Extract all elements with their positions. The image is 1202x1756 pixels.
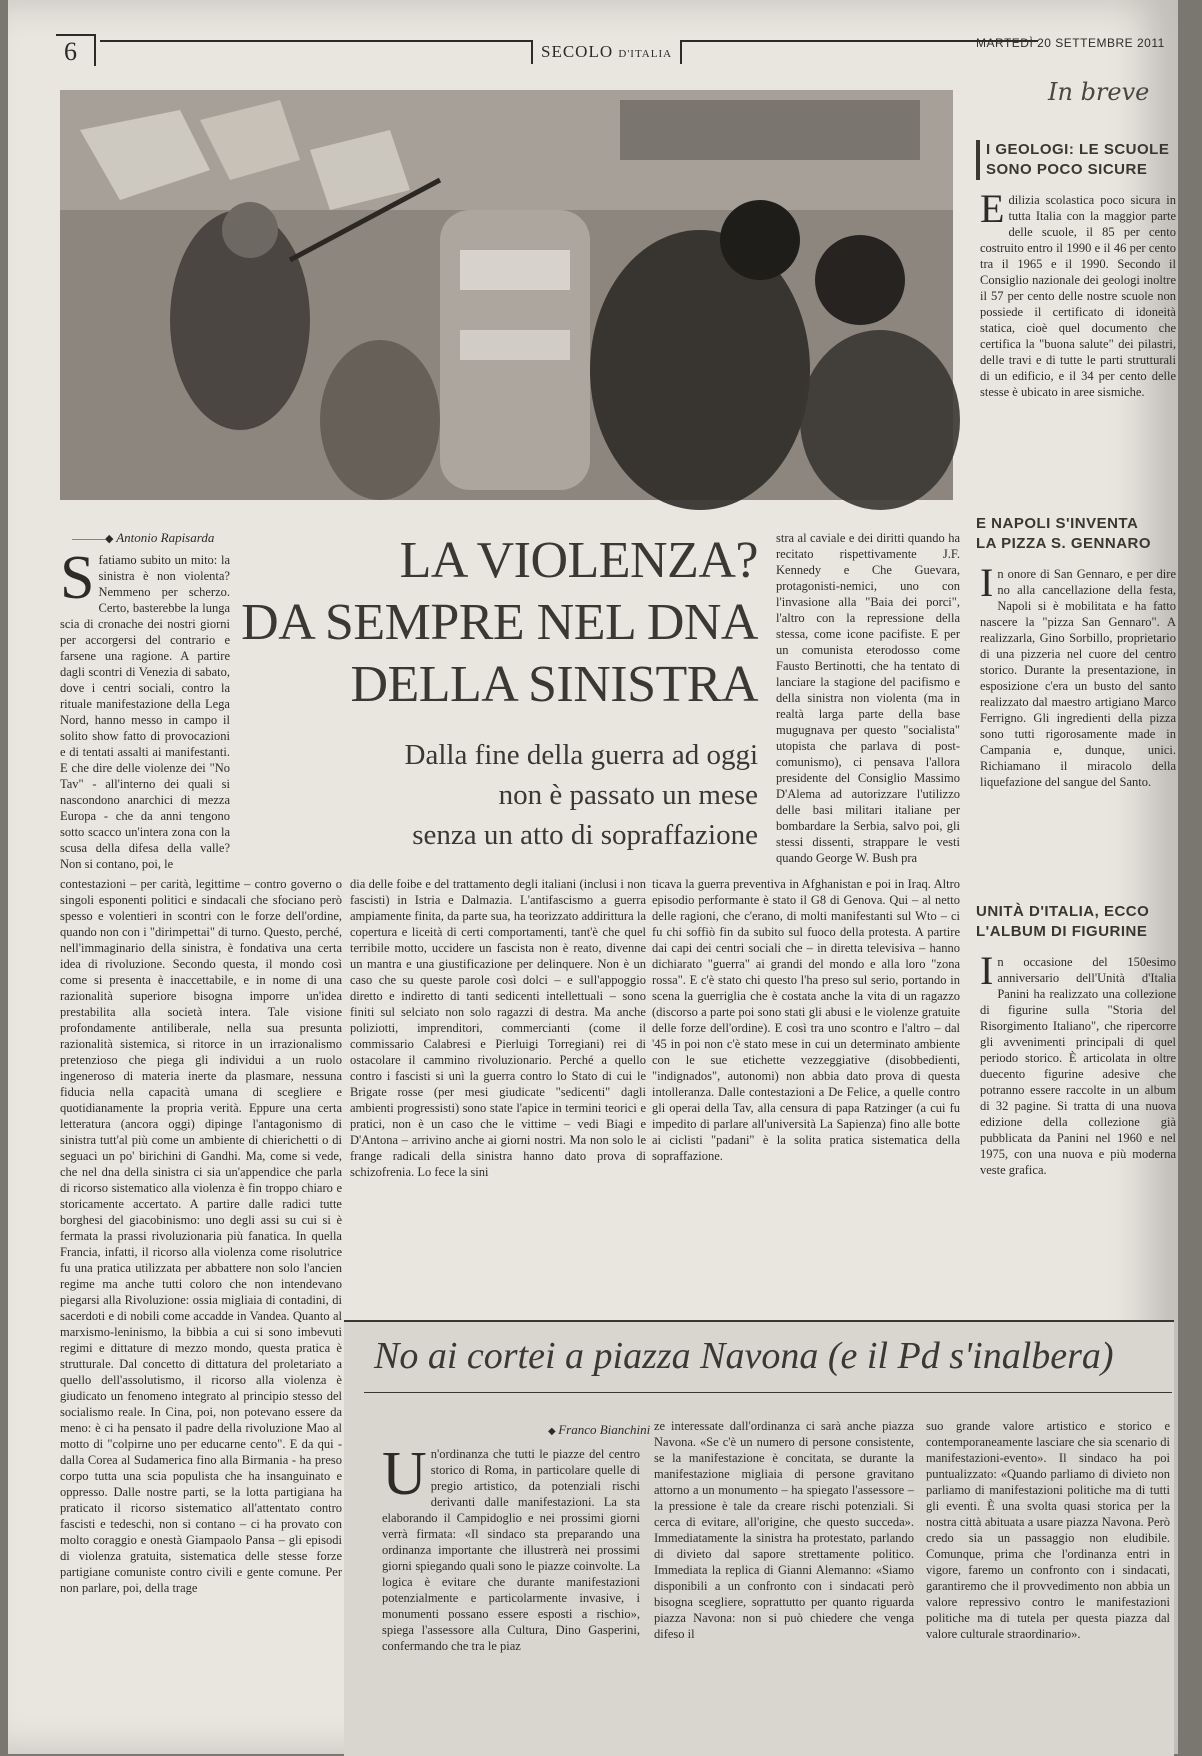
body-text: stra al caviale e dei diritti quando ha recitato rispettivamente J.F. Kennedy e Che Guevara, protagonisti-nemici, uno con l'invasione alla "Baia dei porci", l'altro con la repressione della stessa, come icone pacifiste. E per un comunista eterodosso come Fausto Bertinotti, che ha tentato di lanciare la stagione del pacifismo e della sinistra non violenta (ma in realtà larga parte della base mugugnava per questo "socialista" utopista che parlava di post-comunismo), ci pensava l'allora presidente del Consiglio Massimo D'Alema ad autorizzare l'utilizzo delle basi militari italiane per bombardare la Serbia, salvo poi, gli stessi dissenti, strappare le vesti quando George W. Bush pra <box>776 531 960 865</box>
secondary-article-column-2 <box>654 1418 914 1746</box>
subhead-line: senza un atto di sopraffazione <box>412 819 758 851</box>
divider <box>364 1392 1172 1393</box>
subhead-line: non è passato un mese <box>498 779 758 811</box>
headline-line: LA PIZZA S. GENNARO <box>976 535 1152 552</box>
secondary-article-title: No ai cortei a piazza Navona (e il Pd s'inalbera) <box>374 1335 1114 1377</box>
headline-line: SONO POCO SICURE <box>986 161 1148 178</box>
sidebar-item-1-body <box>980 186 1176 518</box>
sidebar-item-3-body <box>980 948 1176 1264</box>
headline-line: L'ALBUM DI FIGURINE <box>976 923 1148 940</box>
article-column-3-top <box>776 530 960 876</box>
drop-cap: E <box>980 186 1005 231</box>
body-text: contestazioni – per carità, legittime – contro governo o singoli esponenti politici e sindacali che sfociano però spesso e volentieri in scontri con le forze dell'ordine, quando non con i "dirimpettai" di turno. Questo, perché, nell'immaginario della sinistra, è fondativa una certa idea di rivoluzione. Secondo questa, il mondo così come si presenta è inaccettabile, e in nome di una razionalità superiore bisogna imporre un'idea prestabilita alla società intera. Tale visione profondamente antiliberale, nella sua presunta razionalità sistemica, si ritorce in un irrazionalismo pretenzioso che piega gli individui a un ruolo ingeneroso di materia inerte da plasmare, nessuna fiducia nella capacità umana di scegliere e quotidianamente la propria verità. Eppure una certa letteratura (ancora oggi) dipinge l'antagonismo di sinistra tutt'al più come un ambiente di chierichetti o di seguaci un po' birichini di Gandhi. Ma, come si vede, che nel dna della sinistra ci sia un'appendice che parla di ricorso sistematico alla violenza è fin troppo chiaro e storicamente accertato. A partire dalle radici tutte borghesi del giacobinismo: uno degli assi su cui si è fermata la prassi rivoluzionaria più fanatica. In quella Francia, infatti, il ricorso alla violenza come risolutrice fu una pratica utilizzata per abbattere non solo l'ancien regime ma anche tutti coloro che non intendevano piegarsi alla Rivoluzione: ossia migliaia di contadini, di sacerdoti e di nobili come accadde in Vandea. Quanto al marxismo-leninismo, la bibbia a cui si sono imbevuti regimi e dittature di mezzo mondo, questa pratica è strutturale. Dal concetto di dittatura del proletariato a quello dell'assolutismo, il ricorso alla violenza è giudicato un fenomeno integrato al principio stesso del socialismo reale. In Cina, poi, non potevano essere da meno: è ci ha pensato il padre della rivoluzione Mao al motto di "colpirne uno per educarne cento". E da qui - dalla Corea al Sudamerica fino alla Birmania - ha preso corpo tutta una scia populista che ha insanguinato e oppresso. Dalle nostre parti, se la lotta partigiana ha praticato il ricorso sistematico all'attentato contro fascisti e tedeschi, non si contano – ci ha provato con molto coraggio e onestà Giampaolo Pansa – gli episodi di violenza gratuita, sistematica delle stesse forze partigiane comuniste contro civili e gente comune. Per non parlare, poi, della trage <box>60 877 342 1595</box>
article-column-1-bottom <box>60 876 342 1595</box>
sidebar-item-2-body <box>980 560 1176 884</box>
masthead <box>531 40 682 64</box>
headline-line: UNITÀ D'ITALIA, ECCO <box>976 903 1150 920</box>
sidebar-item-2-headline <box>976 514 1151 554</box>
drop-cap: I <box>980 948 994 993</box>
body-text: n'ordinanza che tutti le piazze del centro storico di Roma, in particolare quelle di pregio artistico, da potenziali rischi derivanti dalle manifestazioni. La sta elaborando il Campidoglio e nei prossimi giorni verrà firmata: «Il sindaco sta preparando una ordinanza importante che illustrerà nei prossimi giorni spiegando quali sono le piazze coinvolte. La logica è evitare che durante manifestazioni potenzialmente e particolarmente invasive, i monumenti possano essere esposti a rischio», spiega l'assessore alla Cultura, Dino Gasperini, confermando che tra le piaz <box>382 1447 640 1653</box>
masthead-subtitle: D'ITALIA <box>618 48 673 60</box>
secondary-article-column-1 <box>382 1440 640 1746</box>
article-subhead <box>278 735 758 855</box>
subhead-line: Dalla fine della guerra ad oggi <box>404 739 758 771</box>
sidebar-item-1-headline <box>976 140 1169 180</box>
newspaper-page <box>8 0 1178 1754</box>
page-number: 6 <box>56 34 96 66</box>
masthead-title: SECOLO <box>541 42 614 61</box>
headline-line: LA VIOLENZA? <box>399 532 758 589</box>
body-text: fatiamo subito un mito: la sinistra è non violenta? Nemmeno per scherzo. Certo, basterebbe la lunga scia di cronache dei nostri giorni per accorgersi del contrario e farsene una ragione. A partire dagli scontri di Venezia di sabato, dove i centri sociali, contro la rituale manifestazione della Lega Nord, hanno messo in campo il solito show fatto di provocazioni e di tentati assalti ai manifestanti. E che dire delle violenze dei "No Tav" - all'interno dei quali si nascondono anarchici di mezza Europa - che da anni tengono sotto scacco un'intera zona con la scusa della difesa della valle? Non si contano, poi, le <box>60 553 230 871</box>
headline-line: DELLA SINISTRA <box>350 656 758 713</box>
body-text: n onore di San Gennaro, e per dire no alla cancellazione della festa, Napoli si è mobilitata e ha fatto nascere la "pizza San Gennaro". A realizzarla, Gino Sorbillo, proprietario di una pizzeria nel cuore del centro storico. Durante la presentazione, in esposizione c'era un busto del santo realizzato dal maestro artigiano Marco Ferrigno. Gli ingredienti della pizza sono tutti rigorosamente made in Campania e, dunque, unici. Richiamano il miracolo della liquefazione del sangue del Santo. <box>980 567 1176 789</box>
article-byline: ———◆ Antonio Rapisarda <box>72 530 214 546</box>
headline-line: I GEOLOGI: LE SCUOLE <box>986 141 1170 158</box>
article-headline <box>238 530 758 716</box>
article-column-1-top <box>60 544 230 874</box>
sidebar-item-3-headline <box>976 902 1149 942</box>
lead-photo <box>60 90 953 500</box>
drop-cap: I <box>980 560 994 605</box>
headline-line: E NAPOLI S'INVENTA <box>976 515 1139 532</box>
sidebar-section-title: In breve <box>1048 78 1150 106</box>
headline-line: DA SEMPRE NEL DNA <box>241 594 758 651</box>
drop-cap: S <box>60 544 95 612</box>
secondary-article-byline: ◆ Franco Bianchini <box>548 1422 650 1438</box>
photo-illustration <box>60 90 953 500</box>
drop-cap: U <box>382 1440 427 1508</box>
secondary-article-column-3 <box>926 1418 1170 1746</box>
body-text: n occasione del 150esimo anniversario dell'Unità d'Italia Panini ha realizzato una collezione di figurine sulla "Storia del Risorgimento Italiano", che ripercorre gli avvenimenti principali di quel periodo storico. È articolata in oltre duecento figurine adesive che potranno essere raccolte in un album di 32 pagine. Si tratta di una nuova edizione della collezione già pubblicata da Panini nel 1960 e nel 1975, con una nuova e più moderna veste grafica. <box>980 955 1176 1177</box>
body-text: ze interessate dall'ordinanza ci sarà anche piazza Navona. «Se c'è un numero di persone consistente, se la manifestazione è concitata, se durante la manifestazione migliaia di persone gravitano attorno a un monumento – ha spiegato l'assessore – la pressione è tale da creare rischi potenziali. Si cerca di evitare, all'origine, che questo succeda». Immediatamente la sinistra ha protestato, parlando di divieto dal sapore strettamente politico. Immediata la replica di Gianni Alemanno: «Siamo disponibili a un confronto con i sindacati però bisogna scegliere, soprattutto per quanto riguarda piazza Navona: non si può chiedere che venga difeso il <box>654 1419 914 1641</box>
body-text: suo grande valore artistico e storico e contemporaneamente lasciare che sia scenario di manifestazioni-evento». Il sindaco ha poi puntualizzato: «Quando parliamo di divieto non parliamo di manifestazioni politiche ma di tutti gli eventi. È una svolta quasi storica per la nostra città abituata a usare piazza Navona. Però credo sia un passaggio non eludibile. Comunque, prima che l'ordinanza entri in vigore, faremo un confronto con i sindacati, garantiremo che il provvedimento non abbia un valore repressivo contro le manifestazioni politiche ma di tutela per questa piazza dal valore culturale straordinario». <box>926 1419 1170 1641</box>
body-text: dilizia scolastica poco sicura in tutta Italia con la maggior parte delle scuole, il 85 per cento costruito entro il 1990 e il 46 per cento tra il 1965 e il 1990. Secondo il Consiglio nazionale dei geologi inoltre il 57 per cento delle nostre scuole non possiede il certificato di idoneità statica, cioè quel documento che certifica la "buona salute" dei pilastri, delle travi e di tutte le parti strutturali di un edificio, e il 34 per cento delle stesse è ubicato in aree sismiche. <box>980 193 1176 399</box>
article-column-3-bottom <box>652 876 960 1256</box>
body-text: dia delle foibe e del trattamento degli italiani (inclusi i non fascisti) in Istria e Dalmazia. L'antifascismo a guerra ampiamente finita, da parte sua, ha teorizzato addirittura la copertura e liceità di certi comportamenti, tant'è che quel terribile motto, uccidere un fascista non è reato, divenne un mantra e una giustificazione per delinquere. Non è un caso che su queste parole così dolci – e sull'appoggio diretto e indiretto di tanti sedicenti intellettuali – sono finiti sul selciato non solo ragazzi di destra. Ma anche poliziotti, imprenditori, commercianti (come il commissario Calabresi e Pierluigi Torregiani) rei di ostacolare il cammino rivoluzionario. Perché a quello contro i fascisti si unì la guerra contro lo Stato di cui le Brigate rosse (per mesi giudicate "sedicenti" dagli ambienti progressisti) sono state l'apice in termini teorici e pratici, non è un caso che le vittime – vedi Biagi e D'Antona – arrivino anche ai giorni nostri. Ma non solo le frange radicali della sinistra hanno dato prova di schizofrenia. Lo fece la sini <box>350 877 646 1179</box>
dateline: MARTEDÌ 20 SETTEMBRE 2011 <box>976 36 1165 50</box>
article-column-2 <box>350 876 646 1250</box>
body-text: ticava la guerra preventiva in Afghanistan e poi in Iraq. Altro episodio performante è stato il G8 di Genova. Qui – al netto delle ragioni, che c'erano, di molti manifestanti sul Wto – ci fu chi soffiò fin da subito sul fuoco della protesta. A partire dai capi dei centri sociali che – in diretta televisiva – hanno dichiarato "guerra" ai grandi del mondo e alla loro "zona rossa". E c'è stato chi questo l'ha preso sul serio, portando in scena la guerriglia che è costata anche la vita di un ragazzo (discorso a parte poi sono stati gli abusi e le violenze gratuite delle forze dell'ordine). E così tra uno scontro e l'altro – dal '45 in poi non c'è stato mese in cui un determinato ambiente con le sue etichette vezzeggiative (disobbedienti, "indignados", autonomi) non abbia dato prova di questa intolleranza. Dalle contestazioni a De Felice, a quelle contro gli operai della Tav, alla censura di papa Ratzinger (a cui fu impedito di parlare all'università La Sapienza) fino alle botte ai ciclisti "padani" è la solita pratica sistematica della sopraffazione. <box>652 877 960 1163</box>
